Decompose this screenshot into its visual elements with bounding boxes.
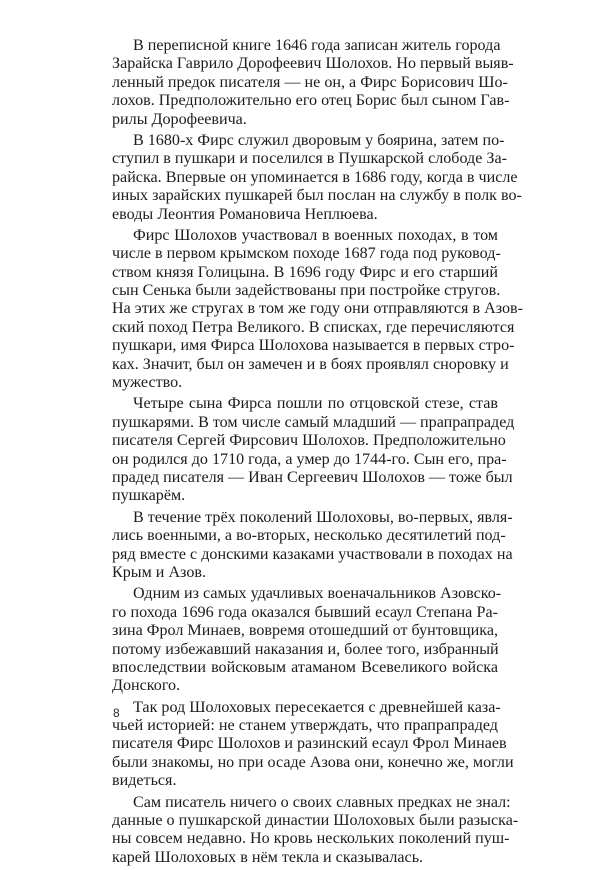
text-line: Четыре сына Фирса пошли по отцовской стезе, став	[133, 395, 498, 413]
text-line: сын Сенька были задействованы при постройке стругов.	[112, 282, 501, 300]
text-line: ством князя Голицына. В 1696 году Фирс и его старший	[112, 263, 498, 281]
text-line: данные о пушкарской династии Шолоховых были разыска-	[112, 812, 519, 830]
text-line: В 1680-х Фирс служил дворовым у боярина, затем по-	[133, 131, 505, 149]
text-line: райска. Впервые он упоминается в 1686 году, когда в числе	[112, 168, 518, 186]
text-line: пушкарями. В том числе самый младший — прапрапрадед	[112, 413, 515, 431]
text-line: чьей историей: не станем утверждать, что прапрапрадед	[112, 717, 498, 735]
text-line: Сам писатель ничего о своих славных предках не знал:	[133, 793, 511, 811]
paragraph-2	[112, 131, 522, 224]
paragraph-7	[112, 698, 514, 791]
text-line: иных зарайских пушкарей был послан на службу в полк во-	[112, 187, 522, 205]
page-number: 8	[113, 706, 120, 720]
text-line: он родился до 1710 года, а умер до 1744-го. Сын его, пра-	[112, 450, 507, 468]
text-line: зина Фрол Минаев, вовремя отошедший от бунтовщика,	[112, 622, 498, 640]
text-line: Зарайска Гаврило Дорофеевич Шолохов. Но первый выяв-	[112, 55, 514, 73]
text-line: карей Шолоховых в нём текла и сказывалась.	[112, 848, 424, 866]
text-line: Так род Шолоховых пересекается с древнейшей каза-	[133, 698, 501, 716]
text-line: рилы Дорофеевича.	[112, 110, 247, 128]
text-line: Одним из самых удачливых военачальников Азовско-	[133, 585, 502, 603]
text-line: лись военными, а во-вторых, несколько десятилетий под-	[112, 527, 506, 545]
text-line: числе в первом крымском походе 1687 года под руковод-	[112, 245, 501, 263]
paragraph-3	[112, 226, 523, 393]
text-line: Донского.	[112, 677, 181, 695]
text-line: еводы Леонтия Романовича Неплюева.	[112, 205, 378, 223]
text-line: ский поход Петра Великого. В списках, где перечисляются	[112, 318, 515, 336]
text-line: были знакомы, но при осаде Азова они, конечно же, могли	[112, 753, 514, 771]
paragraph-4	[112, 395, 515, 505]
text-line: мужество.	[112, 374, 183, 392]
text-line: потому избежавший наказания и, более того, избранный	[112, 640, 499, 658]
text-line: прадед писателя — Иван Сергеевич Шолохов — тоже был	[112, 468, 513, 486]
text-line: Фирс Шолохов участвовал в военных походах, в том	[133, 226, 498, 244]
text-line: го похода 1696 года оказался бывший есаул Степана Ра-	[112, 603, 498, 621]
text-line: Крым и Азов.	[112, 563, 206, 581]
text-line: ленный предок писателя — не он, а Фирс Борисович Шо-	[112, 73, 508, 91]
text-line: ках. Значит, был он замечен и в боях проявлял сноровку и	[112, 355, 509, 373]
paragraph-6	[112, 585, 502, 695]
text-line: В переписной книге 1646 года записан житель города	[133, 37, 501, 54]
text-line: впоследствии войсковым атаманом Всевеликого войска	[112, 658, 498, 676]
text-line: ны совсем недавно. Но кровь нескольких поколений пуш-	[112, 830, 510, 848]
text-line: ряд вместе с донскими казаками участвовали в походах на	[112, 545, 513, 563]
text-line: ступил в пушкари и поселился в Пушкарской слободе За-	[112, 150, 507, 168]
body-text	[112, 37, 523, 870]
paragraph-5	[112, 508, 513, 583]
text-line: писателя Фирс Шолохов и разинский есаул Фрол Минаев	[112, 735, 507, 753]
text-line: пушкарём.	[112, 487, 186, 505]
text-line: видеться.	[112, 772, 177, 790]
paragraph-8	[112, 793, 519, 868]
paragraph-1	[112, 37, 514, 129]
text-line: писателя Сергей Фирсович Шолохов. Предположительно	[112, 432, 506, 450]
text-line: На этих же стругах в том же году они отправляются в Азов-	[112, 300, 523, 318]
text-line: лохов. Предположительно его отец Борис был сыном Гав-	[112, 92, 510, 110]
text-line: пушкари, имя Фирса Шолохова называется в первых стро-	[112, 337, 515, 355]
text-line: В течение трёх поколений Шолоховы, во-первых, явля-	[133, 508, 513, 526]
